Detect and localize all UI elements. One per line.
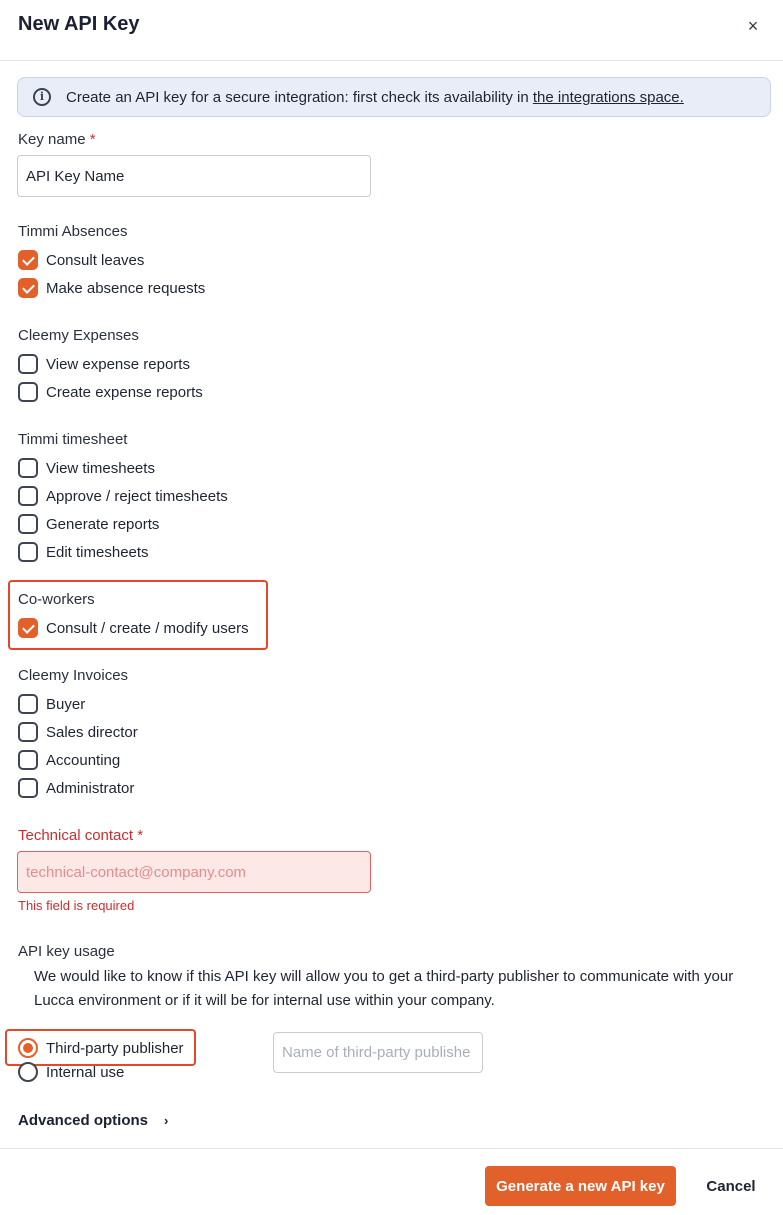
checkbox-label: Make absence requests	[46, 279, 206, 297]
group-title-co-workers: Co-workers	[18, 591, 95, 608]
checkbox-label: Accounting	[46, 751, 121, 769]
generate-api-key-button[interactable]: Generate a new API key	[485, 1166, 676, 1206]
checkbox-label: Sales director	[46, 723, 138, 741]
info-icon: i	[33, 88, 51, 106]
checkbox-row-view-expense-reports[interactable]	[18, 354, 190, 374]
radio-selected-icon[interactable]	[18, 1038, 38, 1058]
checkbox-row-create-expense-reports[interactable]	[18, 382, 203, 402]
checkbox-label: View expense reports	[46, 355, 190, 373]
advanced-options-toggle[interactable]	[18, 1112, 168, 1129]
chevron-right-icon: ›	[164, 1113, 169, 1128]
checkbox-row-approve-reject-timesheets[interactable]	[18, 486, 228, 506]
close-icon[interactable]: ×	[747, 16, 759, 36]
checkbox-label: Create expense reports	[46, 383, 203, 401]
checkbox-row-accounting[interactable]	[18, 750, 120, 770]
dialog-title: New API Key	[18, 13, 140, 35]
checkbox-row-edit-timesheets[interactable]	[18, 542, 149, 562]
group-title-timmi-timesheet: Timmi timesheet	[18, 431, 128, 448]
info-banner-text	[66, 89, 684, 106]
checkbox-icon[interactable]	[18, 750, 38, 770]
checkbox-icon[interactable]	[18, 354, 38, 374]
checkbox-checked-icon[interactable]	[18, 250, 38, 270]
checkbox-row-buyer[interactable]	[18, 694, 85, 714]
checkbox-row-consult-create-modify-users[interactable]	[18, 618, 249, 638]
info-banner	[17, 77, 771, 117]
required-mark: *	[137, 827, 144, 844]
api-key-usage-description: We would like to know if this API key will allow you to get a third-party publisher to communicate with your Lucca environment or if it will be for internal use within your company.	[34, 968, 734, 1009]
checkbox-row-make-absence-requests[interactable]	[18, 278, 205, 298]
radio-row-third-party-publisher[interactable]	[18, 1038, 184, 1058]
group-title-cleemy-expenses: Cleemy Expenses	[18, 327, 139, 344]
checkbox-icon[interactable]	[18, 778, 38, 798]
dialog-footer	[0, 1148, 783, 1215]
integrations-space-link[interactable]: the integrations space.	[532, 89, 684, 106]
checkbox-row-consult-leaves[interactable]	[18, 250, 144, 270]
technical-contact-label	[18, 827, 143, 844]
checkbox-label: Generate reports	[46, 515, 160, 533]
advanced-options-label: Advanced options	[18, 1112, 149, 1129]
checkbox-icon[interactable]	[18, 694, 38, 714]
checkbox-label: Buyer	[46, 695, 86, 713]
checkbox-label: Approve / reject timesheets	[46, 487, 228, 505]
technical-contact-input[interactable]	[17, 851, 371, 893]
checkbox-icon[interactable]	[18, 514, 38, 534]
checkbox-icon[interactable]	[18, 542, 38, 562]
checkbox-label: Consult / create / modify users	[46, 619, 249, 637]
group-title-timmi-absences: Timmi Absences	[18, 223, 128, 240]
key-name-label-text: Key name	[18, 131, 86, 148]
checkbox-icon[interactable]	[18, 458, 38, 478]
checkbox-label: View timesheets	[46, 459, 155, 477]
cancel-button[interactable]: Cancel	[696, 1166, 766, 1206]
checkbox-checked-icon[interactable]	[18, 618, 38, 638]
api-key-usage-title: API key usage	[18, 943, 115, 960]
checkbox-icon[interactable]	[18, 486, 38, 506]
technical-contact-label-text: Technical contact	[18, 827, 134, 844]
checkbox-label: Edit timesheets	[46, 543, 149, 561]
checkbox-icon[interactable]	[18, 382, 38, 402]
checkbox-checked-icon[interactable]	[18, 278, 38, 298]
radio-icon[interactable]	[18, 1062, 38, 1082]
key-name-label	[18, 131, 96, 148]
checkbox-label: Consult leaves	[46, 251, 145, 269]
key-name-input[interactable]	[17, 155, 371, 197]
checkbox-row-view-timesheets[interactable]	[18, 458, 155, 478]
dialog-header	[0, 0, 783, 61]
checkbox-label: Administrator	[46, 779, 135, 797]
radio-row-internal-use[interactable]	[18, 1062, 124, 1082]
checkbox-row-generate-reports[interactable]	[18, 514, 159, 534]
third-party-publisher-name-input[interactable]	[273, 1032, 483, 1073]
checkbox-icon[interactable]	[18, 722, 38, 742]
group-title-cleemy-invoices: Cleemy Invoices	[18, 667, 129, 684]
checkbox-row-sales-director[interactable]	[18, 722, 138, 742]
radio-label: Third-party publisher	[46, 1039, 184, 1057]
required-mark: *	[89, 131, 96, 148]
info-banner-message: Create an API key for a secure integration: first check its availability in	[66, 89, 533, 106]
technical-contact-error: This field is required	[18, 898, 135, 913]
radio-label: Internal use	[46, 1063, 125, 1081]
checkbox-row-administrator[interactable]	[18, 778, 134, 798]
